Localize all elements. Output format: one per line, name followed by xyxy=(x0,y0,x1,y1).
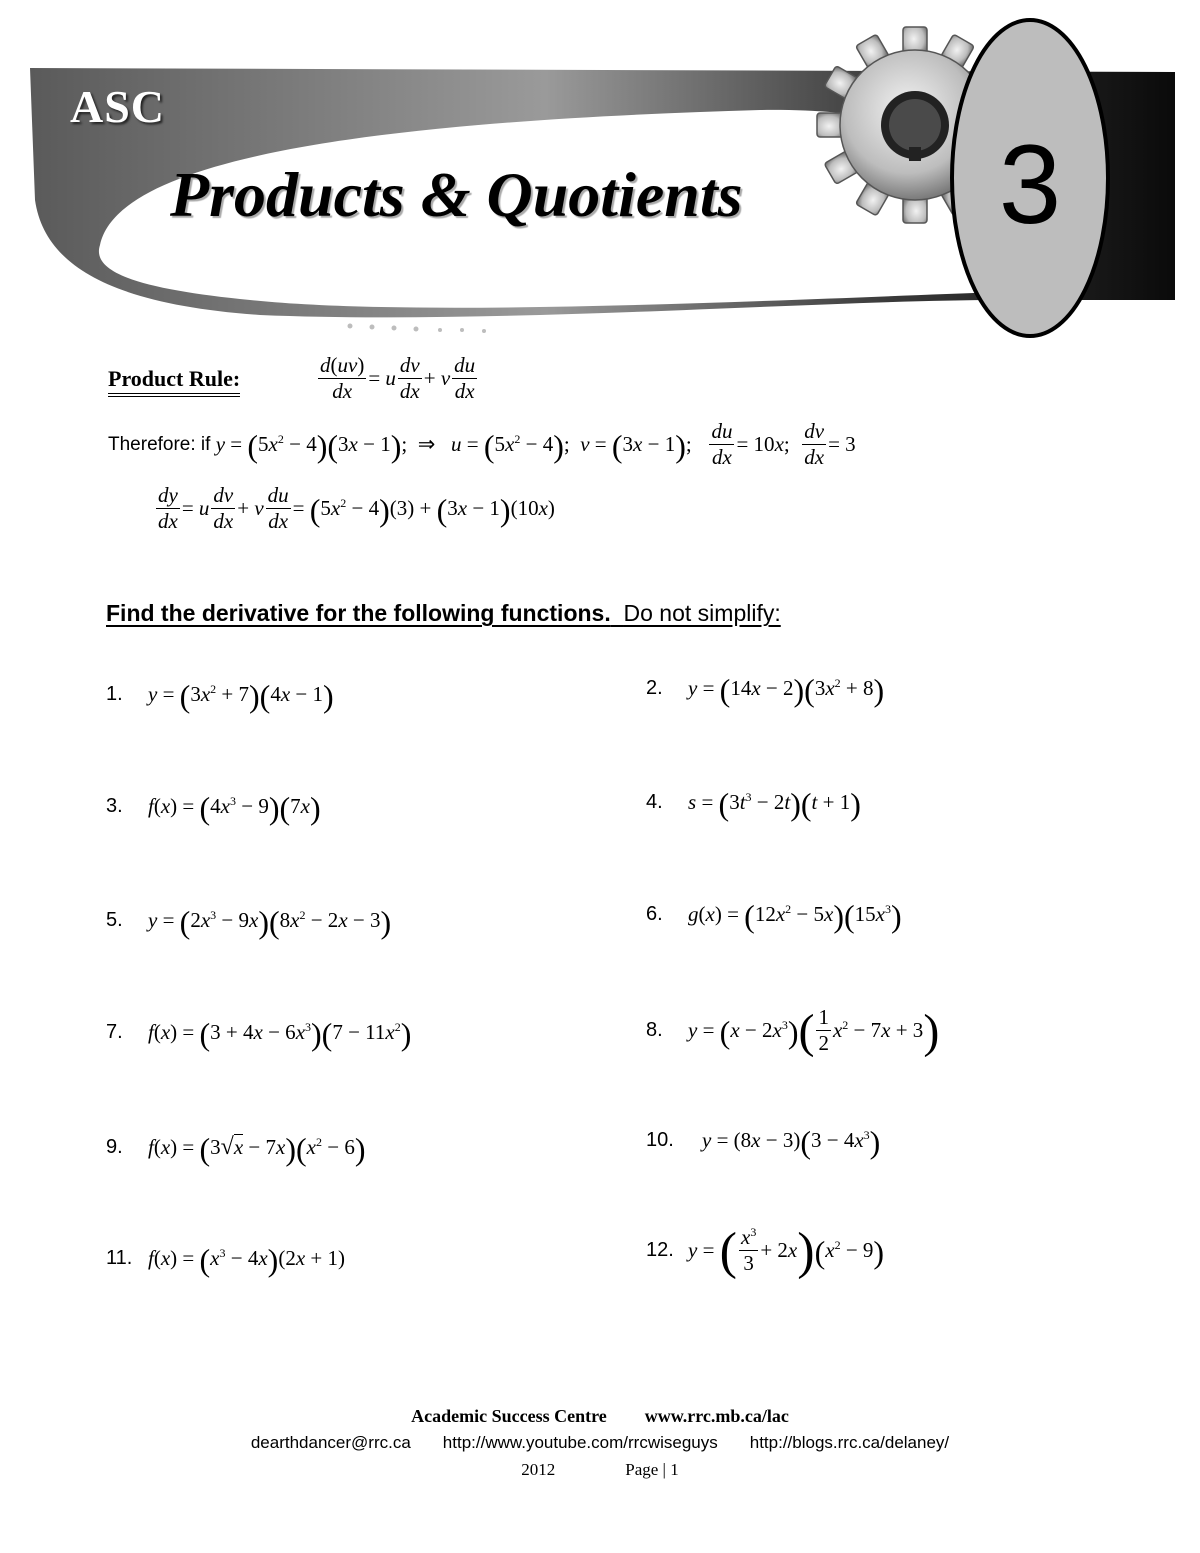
problem-12: 12. y = ( $\frac{x^3}{3}$ + $2x)(x^2 - 9)$ xyxy=(646,1223,885,1281)
problem-9: 9. $f(x) = (3√x - 7x)(x^2 - 6)$ xyxy=(106,1131,366,1168)
page-title: Products & Quotients xyxy=(170,159,743,230)
product-rule-formula: $\frac{d(uv)}{dx}$ = u $\frac{dv}{dx}$ + v $\frac{du}{dx}$ xyxy=(320,353,476,404)
problem-3: 3. $f(x) = (4x^3 - 9)(7x)$ xyxy=(106,790,321,827)
example-line-1: Therefore: if $y = (5x^2 - 4)(3x - 1)$; ⇒ $u = (5x^2 - 4)$; v = (3x − 1); $\frac{du}{dx}$ = 10x; $\frac{dv}{dx}$ = 3 xyxy=(108,419,856,470)
problem-7: 7. $f(x) = (3 + 4x - 6x^3)(7 - 11x^2)$ xyxy=(106,1016,412,1053)
footer-line-3 xyxy=(0,1460,1200,1480)
problem-2: 2. $y = (14x - 2)(3x^2 + 8)$ xyxy=(646,672,885,709)
footer-email-link[interactable]: dearthdancer@rrc.ca xyxy=(250,1433,411,1452)
asc-logo: ASC xyxy=(70,81,166,132)
footer-line-2 xyxy=(0,1433,1200,1453)
footer-page: Page | 1 xyxy=(625,1460,679,1479)
footer-blog-link[interactable]: http://blogs.rrc.ca/delaney/ xyxy=(749,1433,950,1452)
footer-org: Academic Success Centre xyxy=(411,1406,607,1426)
problem-1: 1. $y = (3x^2 + 7)(4x - 1)$ xyxy=(106,678,334,715)
product-rule-label: Product Rule: xyxy=(108,366,240,397)
example-line-2: $\frac{dy}{dx}$ = u $\frac{dv}{dx}$ + v $\frac{du}{dx}$ = $(5x^2 - 4)(3) + (3x - 1)(10x)$ xyxy=(158,483,555,534)
problem-4: 4. $s = (3t^3 - 2t)(t + 1)$ xyxy=(646,786,861,823)
footer-site-link[interactable]: www.rrc.mb.ca/lac xyxy=(644,1406,789,1426)
footer-youtube-link[interactable]: http://www.youtube.com/rrcwiseguys xyxy=(442,1433,718,1452)
problem-10: 10. $y = (8x - 3)(3 - 4x^3)$ xyxy=(646,1124,881,1161)
instructions-bold: Find the derivative for the following functions. xyxy=(106,600,611,626)
problem-11: 11. $f(x) = (x^3 - 4x)(2x + 1)$ xyxy=(106,1242,345,1279)
problem-8: 8. $y = (x - 2x^3)$( $\frac{1}{2}$ $x^2 - 7x + 3$) xyxy=(646,1005,940,1059)
swoosh-dots xyxy=(348,324,487,334)
problem-6: 6. $g(x) = (12x^2 - 5x)(15x^3)$ xyxy=(646,898,902,935)
footer-line-1 xyxy=(0,1406,1200,1427)
problem-5: 5. $y = (2x^3 - 9x)(8x^2 - 2x - 3)$ xyxy=(106,904,392,941)
unit-number: 3 xyxy=(998,122,1062,247)
footer-year: 2012 xyxy=(521,1460,556,1479)
instructions-heading xyxy=(106,600,781,627)
instructions-normal: Do not simplify: xyxy=(623,600,781,626)
